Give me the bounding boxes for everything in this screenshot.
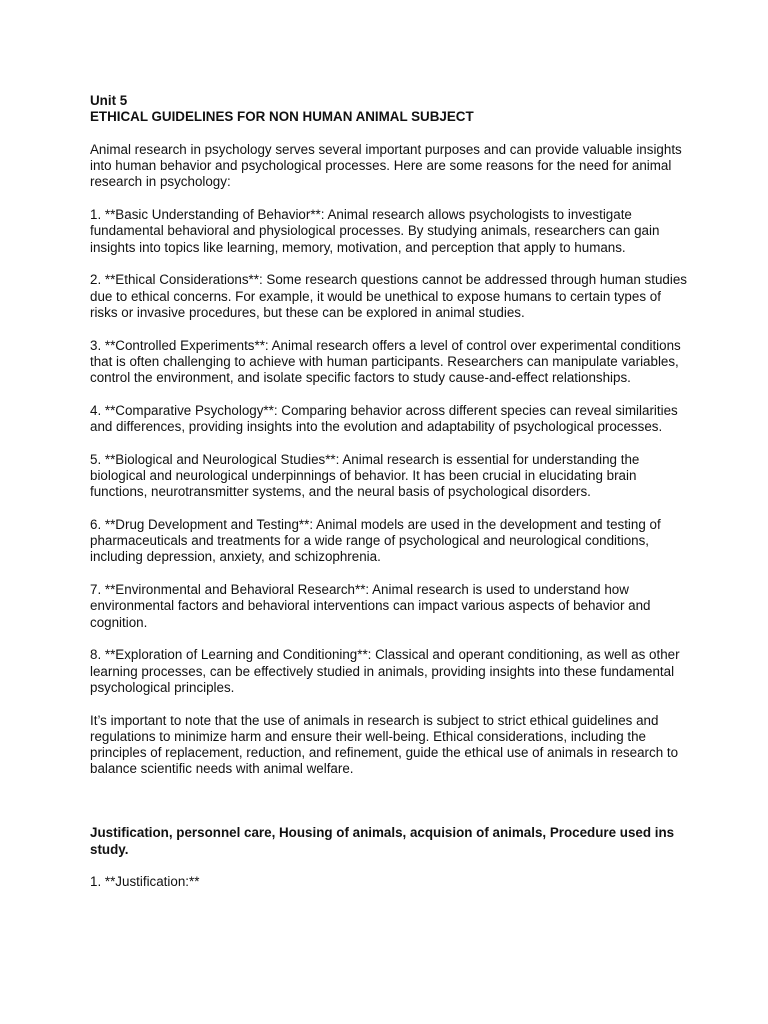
- unit-label: Unit 5: [90, 93, 128, 108]
- document-page: [90, 93, 690, 891]
- point-1-paragraph: 1. **Basic Understanding of Behavior**: Animal research allows psychologists to investigate fundamental behavioral and physiological processes. By studying animals, researchers can gain insights into topics like learning, memory, motivation, and perception that apply to humans.: [90, 207, 660, 255]
- point-4-paragraph: 4. **Comparative Psychology**: Comparing behavior across different species can reveal similarities and differences, providing insights into the evolution and adaptability of psychological processes.: [90, 402, 678, 435]
- point-2-paragraph: 2. **Ethical Considerations**: Some research questions cannot be addressed through human studies due to ethical concerns. For example, it would be unethical to expose humans to certain types of risks or invasive procedures, but these can be explored in animal studies.: [90, 272, 687, 320]
- point-3-paragraph: 3. **Controlled Experiments**: Animal research offers a level of control over experimental conditions that is often challenging to achieve with human participants. Researchers can manipulate variables, control the environment, and isolate specific factors to study cause-and-effect relationships.: [90, 337, 681, 386]
- document-header: [90, 93, 690, 125]
- point-5-paragraph: 5. **Biological and Neurological Studies**: Animal research is essential for understanding the biological and neurological underpinnings of behavior. It has been crucial in elucidating brain functions, neurotransmitter systems, and the neural basis of psychological disorders.: [90, 451, 640, 500]
- point-8-paragraph: 8. **Exploration of Learning and Conditioning**: Classical and operant conditioning, as well as other learning processes, can be effectively studied in animals, providing insights into these fundamental psychological principles.: [90, 647, 680, 695]
- conclusion-paragraph: It’s important to note that the use of animals in research is subject to strict ethical guidelines and regulations to minimize harm and ensure their well-being. Ethical considerations, including the principles of replacement, reduction, and refinement, guide the ethical use of animals in research to balance scientific needs with animal welfare.: [90, 712, 679, 777]
- point-6-paragraph: 6. **Drug Development and Testing**: Animal models are used in the development and testing of pharmaceuticals and treatments for a wide range of psychological and neurological conditions, including depression, anxiety, and schizophrenia.: [90, 517, 661, 565]
- section-first-item: 1. **Justification:**: [90, 874, 200, 890]
- intro-paragraph: Animal research in psychology serves several important purposes and can provide valuable insights into human behavior and psychological processes. Here are some reasons for the need for animal research in psychology:: [90, 142, 682, 190]
- point-7-paragraph: 7. **Environmental and Behavioral Research**: Animal research is used to understand how environmental factors and behavioral interventions can impact various aspects of behavior and cognition.: [90, 582, 651, 630]
- document-title: ETHICAL GUIDELINES FOR NON HUMAN ANIMAL SUBJECT: [90, 109, 474, 125]
- section-heading: Justification, personnel care, Housing of animals, acquision of animals, Procedure used ins study.: [90, 825, 675, 857]
